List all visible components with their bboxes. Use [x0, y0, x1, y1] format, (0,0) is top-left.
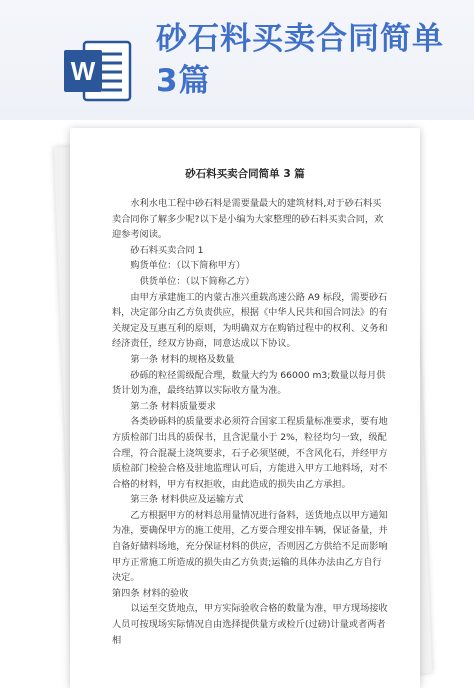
clause-3-title: 第三条 材料供应及运输方式: [130, 494, 244, 506]
clause-2-text: 各类砂砾料的质量要求必须符合国家工程质量标准要求，要有地方质检部门出具的质保书，且含泥量小于 2%，粒径均匀一致，级配合理，符合混凝土浇筑要求，石子必须坚硬，不含风化石，并经甲方质检部门检验合格及驻地监理认可后，方能进入甲方工地料场，对不合格的材料，甲方有权拒收，由此造成的损失由乙方承担。: [112, 416, 388, 490]
clause-1-text: 砂砾的粒径需级配合理，数量大约为 66000 m3;数量以每月供货计划为准，最终结算以实际收方量为准。: [112, 369, 386, 397]
word-logo-letter: W: [70, 56, 96, 86]
clause-1-title: 第一条 材料的规格及数量: [130, 353, 235, 365]
paragraph-buyer: 购货单位：（以下简称甲方）: [130, 260, 246, 272]
paragraph-supplier: 供货单位：（以下简称乙方）: [139, 275, 255, 287]
document-body: [112, 196, 390, 648]
document-page: [70, 128, 420, 688]
page-title: 砂石料买卖合同简单3篇: [156, 21, 444, 99]
header-banner: [0, 0, 474, 120]
clause-3-text: 乙方根据甲方的材料总用量情况进行备料，送货地点以甲方通知为准，要确保甲方的施工使用，乙方要合理安排车辆，保证备量，并自备好储料场地，充分保证材料的供应，否则因乙方供给不足而影响甲方正常施工所造成的损失由乙方负责;运输的具体办法由乙方自行决定。: [112, 509, 388, 584]
paragraph-background: 由甲方承建施工的内蒙古准兴重载高速公路 A9 标段，需要砂石料，决定部分由乙方负责供应，根据《中华人民共和国合同法》的有关规定及互惠互利的原则，为明确双方在购销过程中的权利、义务和经济责任，经双方协商，同意达成以下协议。: [112, 291, 388, 350]
clause-4-title: 第四条 材料的验收: [112, 587, 189, 599]
paragraph-contract-title: 砂石料买卖合同 1: [130, 244, 204, 256]
word-document-icon: [62, 36, 134, 106]
clause-4-text: 以运至交货地点，甲方实际验收合格的数量为准，甲方现场接收人员可按现场实际情况自由选择提供量方或检斤(过磅)计量或者两者相: [112, 603, 388, 646]
paragraph-intro: 水利水电工程中砂石料是需要量最大的建筑材料,对于砂石料买卖合同你了解多少呢?以下是小编为大家整理的砂石料买卖合同，欢迎参考阅读。: [112, 198, 384, 241]
document-heading: 砂石料买卖合同简单 3 篇: [185, 168, 305, 180]
clause-2-title: 第二条 材料质量要求: [130, 400, 216, 412]
